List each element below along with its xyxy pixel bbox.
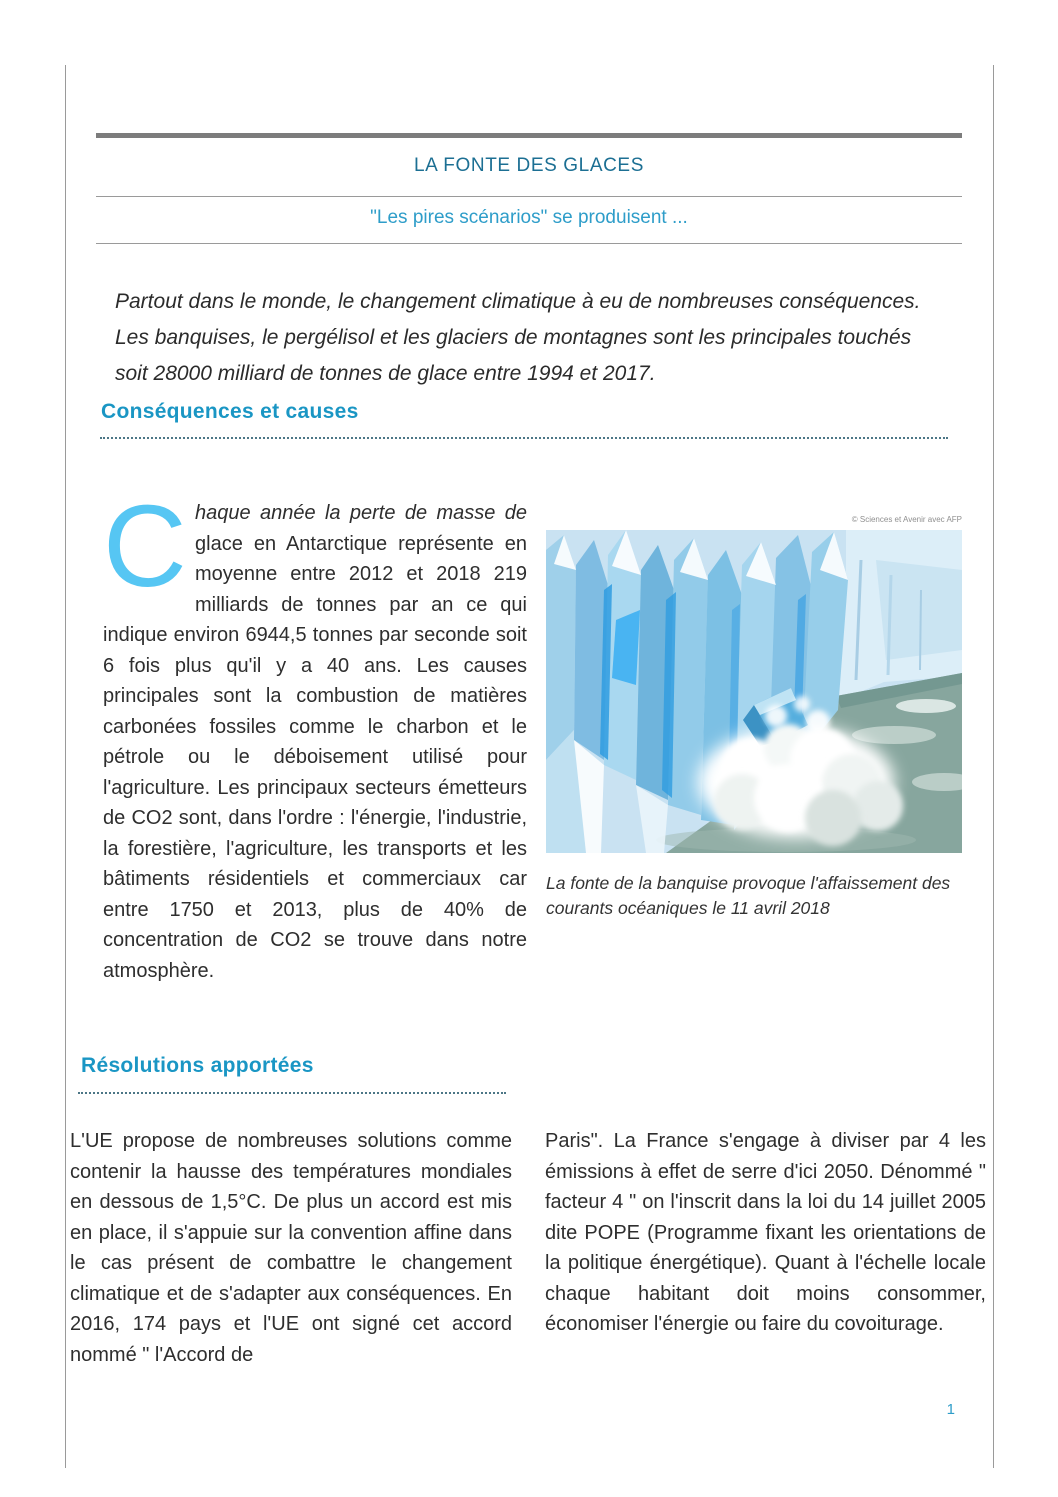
header-top-rule [96, 133, 962, 138]
document-subtitle: "Les pires scénarios" se produisent ... [370, 207, 688, 228]
page-number: 1 [946, 1401, 955, 1418]
figure-glacier [546, 515, 962, 853]
glacier-calving-image [546, 530, 962, 853]
section-heading-causes: Conséquences et causes [101, 400, 359, 423]
causes-paragraph [103, 481, 527, 986]
page-border-left [65, 65, 66, 1468]
dotted-divider-resolutions [78, 1092, 506, 1094]
resolutions-column-left: L'UE propose de nombreuses solutions comme contenir la hausse des températures mondiales en dessous de 1,5°C. De plus un accord est mis en place, il s'appuie sur la convention affine dans le cas présent de combattre le changement climatique et de s'adapter aux conséquences. En 2016, 174 pays et l'UE ont signé cet accord nommé " l'Accord de [70, 1130, 512, 1366]
header-rule-2 [96, 243, 962, 244]
resolutions-column-right: Paris". La France s'engage à diviser par 4 les émissions à effet de serre d'ici 2050. Dénommé " facteur 4 " on l'inscrit dans la loi du 14 juillet 2005 dite POPE (Programme fixant les orientations de la politique énergétique). Quant à l'échelle locale chaque habitant doit moins consommer, économiser l'énergie ou faire du covoiturage. [545, 1130, 986, 1335]
section-heading-resolutions: Résolutions apportées [81, 1054, 314, 1077]
header-rule-1 [96, 196, 962, 197]
photo-credit: © Sciences et Avenir avec AFP [851, 515, 962, 524]
intro-paragraph: Partout dans le monde, le changement climatique à eu de nombreuses conséquences. Les banquises, le pergélisol et les glaciers de montagnes sont les principales touchés soit 28000 milliard de tonnes de glace entre 1994 et 2017. [115, 290, 921, 385]
drop-cap: C [103, 481, 187, 611]
dotted-divider-causes [100, 437, 948, 439]
figure-caption: La fonte de la banquise provoque l'affaissement des courants océaniques le 11 avril 2018 [546, 873, 951, 918]
causes-lead-italic: haque année la perte de masse de [195, 502, 527, 524]
document-title: LA FONTE DES GLACES [414, 155, 644, 176]
causes-body-text: glace en Antarctique représente en moyenne entre 2012 et 2018 219 milliards de tonnes par an ce qui indique environ 6944,5 tonnes par seconde soit 6 fois plus qu'il y a 40 ans. Les causes principales sont la combustion de matières carbonées fossiles comme le charbon et le pétrole ou le déboisement utilisé pour l'agriculture. Les principaux secteurs émetteurs de CO2 sont, dans l'ordre : l'énergie, l'industrie, la forestière, l'agriculture, les transports et les bâtiments résidentiels et commerciaux car entre 1750 et 2013, plus de 40% de concentration de CO2 se trouve dans notre atmosphère. [103, 532, 527, 982]
page-border-right [993, 65, 994, 1468]
